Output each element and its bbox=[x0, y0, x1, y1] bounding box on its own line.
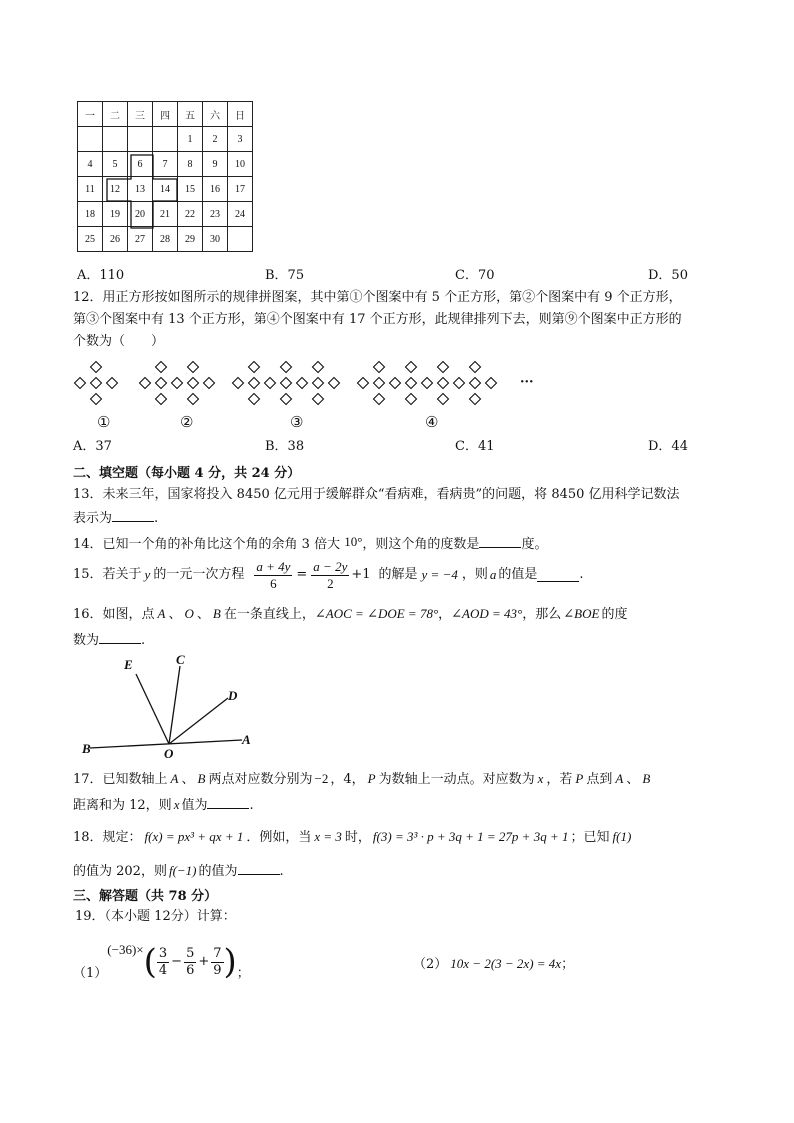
q19-title: 19．（本小题 12分）计算： bbox=[75, 909, 236, 924]
q19-frac-2 bbox=[184, 946, 196, 979]
answer-blank[interactable] bbox=[207, 796, 249, 809]
q15-text-d: ，则 bbox=[461, 567, 488, 582]
q16-comma: ， bbox=[438, 607, 452, 622]
square-shape bbox=[406, 362, 417, 373]
label-b: B bbox=[82, 741, 91, 756]
q16-line1 bbox=[73, 606, 627, 623]
q19-frac-3 bbox=[211, 946, 223, 979]
q19-frac-2-den: 6 bbox=[186, 962, 195, 978]
q18-f1: f(1) bbox=[612, 829, 632, 844]
q15-den1: 6 bbox=[254, 575, 292, 592]
q15-den2: 2 bbox=[311, 575, 349, 592]
pattern-label-4: ④ bbox=[425, 413, 439, 431]
q16-point-b: B bbox=[212, 606, 221, 621]
option-d: D．50 bbox=[648, 268, 688, 283]
q19-left-paren: ( bbox=[143, 942, 157, 982]
q14 bbox=[73, 534, 547, 553]
calendar-cell: 20 bbox=[128, 202, 153, 227]
q14-angle-value: 10° bbox=[344, 534, 363, 549]
pattern-label-2: ② bbox=[180, 413, 194, 431]
option-a: A．110 bbox=[77, 268, 125, 283]
calendar-cell: 25 bbox=[78, 227, 103, 252]
square-shape bbox=[470, 394, 481, 405]
q19-frac-1-num: 3 bbox=[158, 945, 168, 961]
q16-text-c: ，那么 bbox=[522, 607, 562, 622]
q14-text-b: ，则这个角的度数是 bbox=[362, 537, 480, 552]
q15-num1: a + 4y bbox=[256, 558, 291, 574]
square-shape bbox=[156, 362, 167, 373]
q16-condition-2: ∠AOD = 43° bbox=[451, 606, 523, 621]
calendar-cell: 22 bbox=[178, 202, 203, 227]
square-shape bbox=[329, 378, 340, 389]
q19-part1 bbox=[73, 938, 250, 986]
option-c: C．70 bbox=[455, 268, 495, 283]
q19-frac-1 bbox=[157, 946, 169, 979]
q15-solution: y = −4 bbox=[421, 567, 458, 582]
calendar-cell: 3 bbox=[228, 127, 253, 152]
q19-part1-coef: (−36)× bbox=[107, 942, 144, 957]
calendar-cell: 19 bbox=[103, 202, 128, 227]
q19-part1-label: （1） bbox=[73, 966, 108, 981]
square-shape bbox=[470, 378, 481, 389]
q19-plus: + bbox=[198, 954, 210, 969]
square-shape bbox=[358, 378, 369, 389]
square-shape bbox=[91, 378, 102, 389]
square-shape bbox=[265, 378, 276, 389]
calendar-cell: 1 bbox=[178, 127, 203, 152]
q18-line1 bbox=[73, 829, 631, 846]
q18-line2-b: 的值为 bbox=[198, 864, 238, 879]
q17-var-x: x bbox=[537, 771, 544, 786]
ray-oe bbox=[136, 674, 169, 744]
calendar-cell: 11 bbox=[78, 177, 103, 202]
square-shape bbox=[249, 378, 260, 389]
q13-line2 bbox=[73, 509, 158, 527]
square-shape bbox=[374, 378, 385, 389]
square-shape bbox=[313, 394, 324, 405]
q19-part2 bbox=[413, 956, 574, 973]
q15-num2: a − 2y bbox=[313, 558, 348, 574]
q16-end: . bbox=[141, 633, 146, 648]
q19-part2-equation: 10x − 2(3 − 2x) = 4x bbox=[450, 956, 562, 971]
q16-line2 bbox=[73, 631, 145, 649]
q18-condition: x = 3 bbox=[314, 829, 342, 844]
q19-frac-3-num: 7 bbox=[213, 945, 222, 961]
q17-sep-2: 、 bbox=[626, 772, 640, 787]
calendar-cell: 14 bbox=[153, 177, 178, 202]
q18-end: . bbox=[279, 864, 284, 879]
label-o: O bbox=[164, 746, 174, 760]
q15-var-y: y bbox=[144, 567, 151, 582]
q17-point-b: B bbox=[197, 771, 206, 786]
q18-example: f(3) = 3³ · p + 3q + 1 = 27p + 3q + 1 bbox=[372, 829, 569, 844]
square-shape bbox=[374, 394, 385, 405]
calendar-header-cell: 日 bbox=[228, 102, 253, 127]
q15-var-a: a bbox=[489, 567, 497, 582]
q17-text-d: 为数轴上一动点。对应数为 bbox=[378, 772, 535, 787]
q12-option-b: B．38 bbox=[265, 439, 305, 454]
q17-end: . bbox=[249, 798, 254, 813]
calendar-header-cell: 四 bbox=[153, 102, 178, 127]
square-shape bbox=[204, 378, 215, 389]
q17-var-x2: x bbox=[173, 797, 180, 812]
q15 bbox=[73, 554, 584, 596]
q16-text-b: 在一条直线上， bbox=[223, 607, 315, 622]
calendar-cell: 18 bbox=[78, 202, 103, 227]
q19-frac-3-den: 9 bbox=[213, 962, 222, 978]
pattern-label-3: ③ bbox=[290, 413, 304, 431]
q17-point-p: P bbox=[367, 771, 376, 786]
label-d: D bbox=[228, 688, 238, 703]
calendar-cell: 30 bbox=[203, 227, 228, 252]
calendar-header-cell: 二 bbox=[103, 102, 128, 127]
calendar-cell: 23 bbox=[203, 202, 228, 227]
q18-line2 bbox=[73, 862, 284, 880]
square-shape bbox=[374, 362, 385, 373]
calendar-cell: 26 bbox=[103, 227, 128, 252]
q18-definition: f(x) = px³ + qx + 1 bbox=[144, 829, 244, 844]
square-shape bbox=[281, 362, 292, 373]
q16-text-line2: 数为 bbox=[73, 633, 100, 648]
calendar-header-cell: 六 bbox=[203, 102, 228, 127]
q15-text-c: 的解是 bbox=[378, 567, 418, 582]
pattern-ellipsis: ··· bbox=[520, 375, 534, 390]
option-b: B．75 bbox=[265, 268, 305, 283]
calendar-cell: 13 bbox=[128, 177, 153, 202]
answer-blank[interactable] bbox=[112, 509, 154, 522]
calendar-cross-frame bbox=[77, 101, 257, 261]
square-shape bbox=[313, 362, 324, 373]
square-shape bbox=[156, 378, 167, 389]
square-shape bbox=[156, 394, 167, 405]
q12-line1: 12．用正方形按如图所示的规律拼图案，其中第①个图案中有 5 个正方形，第②个图案中有 9 个正方形， bbox=[73, 290, 682, 305]
label-e: E bbox=[124, 657, 133, 672]
q16-condition-1: ∠AOC = ∠DOE = 78° bbox=[314, 606, 439, 621]
q17-point-b2: B bbox=[642, 771, 651, 786]
calendar-header-cell: 一 bbox=[78, 102, 103, 127]
calendar-cell: 10 bbox=[228, 152, 253, 177]
square-shape bbox=[406, 394, 417, 405]
q18-text-c: 时， bbox=[344, 830, 371, 845]
calendar-cell: 8 bbox=[178, 152, 203, 177]
calendar-cell: 6 bbox=[128, 152, 153, 177]
q12-option-c: C．41 bbox=[455, 439, 495, 454]
calendar-header-cell: 五 bbox=[178, 102, 203, 127]
square-pattern-figure bbox=[70, 355, 550, 430]
q12-line3: 个数为（ ） bbox=[73, 334, 165, 349]
calendar-cell: 16 bbox=[203, 177, 228, 202]
q17-text-b: 两点对应数分别为 bbox=[208, 772, 313, 787]
q19-frac-2-num: 5 bbox=[186, 945, 195, 961]
q17-line2-a: 距离和为 12，则 bbox=[73, 798, 172, 813]
answer-blank[interactable] bbox=[479, 535, 521, 548]
calendar-cell: 2 bbox=[203, 127, 228, 152]
calendar-cell: 24 bbox=[228, 202, 253, 227]
square-shape bbox=[297, 378, 308, 389]
q17-sep: 、 bbox=[181, 772, 195, 787]
q17-line2-b: 值为 bbox=[181, 798, 208, 813]
q16-target-angle: ∠BOE bbox=[563, 606, 600, 621]
q16-point-o: O bbox=[184, 606, 194, 621]
q17-text-a: 17．已知数轴上 bbox=[73, 772, 168, 787]
section-heading-fill-in: 二、填空题（每小题 4 分，共 24 分） bbox=[73, 466, 301, 481]
square-shape bbox=[281, 394, 292, 405]
answer-blank[interactable] bbox=[99, 631, 141, 644]
q17-point-a: A bbox=[170, 771, 179, 786]
q18-text-d: ；已知 bbox=[570, 830, 610, 845]
q19-part2-end: ； bbox=[561, 957, 575, 972]
q19-right-paren: ) bbox=[223, 942, 237, 982]
label-a: A bbox=[242, 732, 251, 747]
q19-minus: − bbox=[171, 954, 183, 969]
square-shape bbox=[406, 378, 417, 389]
square-shape bbox=[438, 378, 449, 389]
square-shape bbox=[188, 362, 199, 373]
answer-blank[interactable] bbox=[238, 862, 280, 875]
calendar-cell: 15 bbox=[178, 177, 203, 202]
square-shape bbox=[422, 378, 433, 389]
square-shape bbox=[91, 394, 102, 405]
square-shape bbox=[470, 362, 481, 373]
q13-end: . bbox=[154, 511, 159, 526]
square-shape bbox=[172, 378, 183, 389]
q17-line1 bbox=[73, 771, 653, 788]
q19-part1-end: ； bbox=[236, 966, 250, 981]
q17-point-p2: P bbox=[575, 771, 584, 786]
section-heading-solve: 三、解答题（共 78 分） bbox=[73, 889, 218, 904]
q18-text-a: 18．规定： bbox=[73, 830, 142, 845]
calendar-cell: 27 bbox=[128, 227, 153, 252]
pattern-label-1: ① bbox=[97, 413, 111, 431]
q15-fraction-left bbox=[254, 559, 292, 592]
q17-text-f: 点到 bbox=[586, 772, 613, 787]
square-shape bbox=[281, 378, 292, 389]
q15-end: . bbox=[579, 567, 584, 582]
square-shape bbox=[454, 378, 465, 389]
q16-text-a: 16．如图，点 bbox=[73, 607, 155, 622]
calendar-cell: 17 bbox=[228, 177, 253, 202]
ray-od bbox=[169, 698, 228, 744]
square-shape bbox=[75, 378, 86, 389]
q17-value-1: −2 bbox=[314, 771, 329, 786]
calendar-cell: 5 bbox=[103, 152, 128, 177]
q12-line2: 第③个图案中有 13 个正方形，第④个图案中有 17 个正方形，此规律排列下去，则第⑨个图案中正方形的 bbox=[73, 312, 682, 327]
angle-figure bbox=[80, 652, 270, 760]
q13-line1: 13．未来三年，国家将投入 8450 亿元用于缓解群众“看病难，看病贵”的问题，将 8450 亿用科学记数法 bbox=[73, 487, 680, 502]
square-shape bbox=[390, 378, 401, 389]
square-shape bbox=[188, 394, 199, 405]
q14-text-a: 14．已知一个角的补角比这个角的余角 3 倍大 bbox=[73, 537, 341, 552]
square-shape bbox=[188, 378, 199, 389]
q13-text: 表示为 bbox=[73, 511, 113, 526]
q15-fraction-right bbox=[311, 559, 349, 592]
q18-line2-a: 的值为 202，则 bbox=[73, 864, 167, 879]
q14-text-c: 度。 bbox=[521, 537, 548, 552]
q17-point-a2: A bbox=[615, 771, 624, 786]
q12-option-a: A．37 bbox=[73, 439, 112, 454]
square-shape bbox=[140, 378, 151, 389]
square-shape bbox=[438, 394, 449, 405]
q19-part2-label: （2） bbox=[413, 957, 448, 972]
q12-option-d: D．44 bbox=[648, 439, 688, 454]
square-shape bbox=[249, 362, 260, 373]
calendar-cell: 21 bbox=[153, 202, 178, 227]
square-shape bbox=[438, 362, 449, 373]
q15-text-e: 的值是 bbox=[498, 567, 538, 582]
q16-text-d: 的度 bbox=[601, 607, 628, 622]
q17-text-c: ，4， bbox=[330, 772, 365, 787]
calendar-cell: 4 bbox=[78, 152, 103, 177]
answer-blank[interactable] bbox=[537, 569, 579, 582]
q18-text-b: ．例如，当 bbox=[246, 830, 312, 845]
q15-equals: = bbox=[296, 567, 308, 582]
q15-text-b: 的一元一次方程 bbox=[153, 567, 245, 582]
square-shape bbox=[107, 378, 118, 389]
q16-point-a: A bbox=[157, 606, 166, 621]
calendar-cell: 29 bbox=[178, 227, 203, 252]
q15-plus-one: +1 bbox=[351, 567, 371, 582]
q16-sep-2: 、 bbox=[196, 607, 210, 622]
q17-line2 bbox=[73, 796, 254, 814]
calendar-cell: 28 bbox=[153, 227, 178, 252]
q15-text-a: 15．若关于 bbox=[73, 567, 142, 582]
square-shape bbox=[249, 394, 260, 405]
calendar-header-cell: 三 bbox=[128, 102, 153, 127]
calendar-cell: 7 bbox=[153, 152, 178, 177]
square-shape bbox=[486, 378, 497, 389]
square-shape bbox=[91, 362, 102, 373]
calendar-cell: 9 bbox=[203, 152, 228, 177]
label-c: C bbox=[176, 652, 185, 667]
q16-sep-1: 、 bbox=[168, 607, 182, 622]
calendar-cell: 12 bbox=[103, 177, 128, 202]
square-shape bbox=[233, 378, 244, 389]
ray-oc bbox=[169, 666, 180, 744]
q18-f-minus-1: f(−1) bbox=[168, 863, 197, 878]
q19-frac-1-den: 4 bbox=[158, 962, 168, 978]
square-shape bbox=[313, 378, 324, 389]
q17-text-e: ，若 bbox=[546, 772, 573, 787]
